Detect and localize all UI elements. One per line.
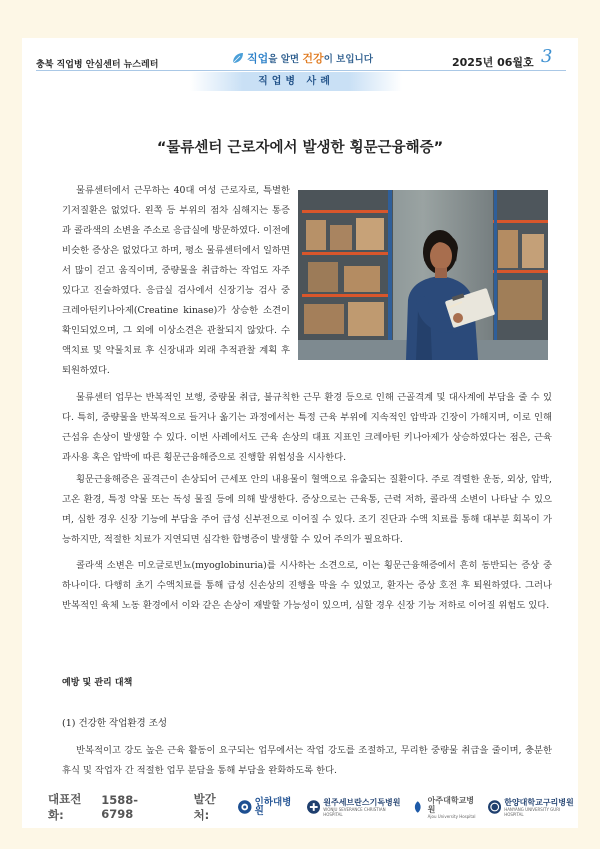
footer <box>22 794 578 820</box>
hanyang-emblem-icon <box>488 800 501 814</box>
myoglobinuria-paragraph: 콜라색 소변은 미오글로빈뇨(myoglobinuria)를 시사하는 소견으로, 이는 횡문근융해증에서 흔히 동반되는 증상 중 하나이다. 다행히 초기 수액치료를 통해 급성 신손상의 진행을 막을 수 있었고, 환자는 증상 호전 후 퇴원하였다. 그러나 반복적인 육체 노동 환경에서 이와 같은 손상이 재발할 가능성이 있으며, 심할 경우 신장 기능 저하로 이어질 위험도 있다. <box>62 560 552 611</box>
ajou-emblem-icon <box>411 800 424 814</box>
work-risk-paragraph: 물류센터 업무는 반복적인 보행, 중량물 취급, 불규칙한 근무 환경 등으로 인해 근골격계 및 대사계에 부담을 줄 수 있다. 특히, 중량물을 반복적으로 들거나 옮기는 과정에서는 특정 근육 부위에 지속적인 압박과 긴장이 가해지며, 이로 인해 근섬유 손상이 발생할 수 있다. 이번 사례에서도 근육 손상의 대표 지표인 크레아틴 키나아제가 상승하였다는 점은, 근육 과사용 혹은 압박에 따른 횡문근융해증으로 진행할 위험성을 시사한다. <box>62 392 552 463</box>
phone-number: 1588-6798 <box>101 793 139 821</box>
prevention-heading: 예방 및 관리 대책 <box>62 678 133 688</box>
publisher-name: 아주대학교병원 <box>427 795 475 814</box>
work-environment-paragraph: 반복적이고 강도 높은 근육 활동이 요구되는 업무에서는 작업 강도를 조절하고, 무리한 중량물 취급을 줄이며, 충분한 휴식 및 작업자 간 적절한 업무 분담을 통해 부담을 완화하도록 한다. <box>62 745 552 776</box>
issue-date: 2025년 06월호 <box>452 56 534 69</box>
slogan-part3: 건강 <box>302 52 324 65</box>
inha-hospital-logo <box>238 798 299 816</box>
severance-emblem-icon <box>307 800 320 814</box>
inha-emblem-icon <box>238 800 251 814</box>
publisher-sub: Ajou University Hospital <box>427 813 476 819</box>
ajou-hospital-logo <box>411 796 480 819</box>
newsletter-name: 충북 직업병 안심센터 뉴스레터 <box>36 60 159 70</box>
page-number: 3 <box>541 46 553 67</box>
warehouse-worker-image <box>298 190 548 360</box>
publisher-label: 발간처: <box>193 792 216 822</box>
publisher-name: 인하대병원 <box>254 797 292 817</box>
publisher-sub: WONJU SEVERANCE CHRISTIAN HOSPITAL <box>323 806 386 817</box>
publisher-name: 한양대학교구리병원 <box>504 797 574 807</box>
case-paragraph: 물류센터에서 근무하는 40대 여성 근로자로, 특별한 기저질환은 없었다. 왼쪽 등 부위의 점차 심해지는 통증과 콜라색의 소변을 주소로 응급실에 방문하였다. 이전에 비슷한 증상은 없었다고 하며, 평소 물류센터에서 일하면서 많이 걷고 움직이며, 중량물을 취급하는 작업도 자주 있다고 진술하였다. 응급실 검사에서 신장기능 검사 중 크레아틴키나아제(Creatine kinase)가 상승한 소견이 확인되었으며, 그 외에 이상소견은 관찰되지 않았다. 수액치료 및 약물치료 후 신장내과 외래 추적관찰 계획 후 퇴원하였다. <box>62 185 290 376</box>
wonju-severance-logo <box>307 798 403 817</box>
header-divider <box>36 70 566 71</box>
slogan-part1: 직업 <box>247 52 269 65</box>
publisher-sub: HANYANG UNIVERSITY GURI HOSPITAL <box>504 806 561 817</box>
publisher-name: 원주세브란스기독병원 <box>323 797 401 807</box>
worker-photo <box>298 190 548 360</box>
article-title: “물류센터 근로자에서 발생한 횡문근융해증” <box>156 140 444 156</box>
phone-label: 대표전화: <box>48 792 82 822</box>
section-banner: 직업병 사례 <box>190 72 402 91</box>
hanyang-guri-logo <box>488 798 578 817</box>
slogan-part2: 을 알면 <box>268 54 303 65</box>
slogan <box>232 50 373 66</box>
slogan-part4: 이 보입니다 <box>323 54 373 65</box>
disease-explanation-paragraph: 횡문근융해증은 골격근이 손상되어 근세포 안의 내용물이 혈액으로 유출되는 질환이다. 주로 격렬한 운동, 외상, 압박, 고온 환경, 특정 약물 또는 독성 물질 등에 의해 발생한다. 증상으로는 근육통, 근력 저하, 콜라색 소변이 나타날 수 있으며, 심한 경우 신장 기능에 부담을 주어 급성 신부전으로 이어질 수 있다. 조기 진단과 수액 치료를 통해 대부분 회복이 가능하지만, 적절한 치료가 지연되면 심각한 합병증이 발생할 수 있어 주의가 필요하다. <box>62 474 552 545</box>
leaf-logo-icon <box>232 52 244 64</box>
work-environment-subheading: (1) 건강한 작업환경 조성 <box>62 718 168 729</box>
